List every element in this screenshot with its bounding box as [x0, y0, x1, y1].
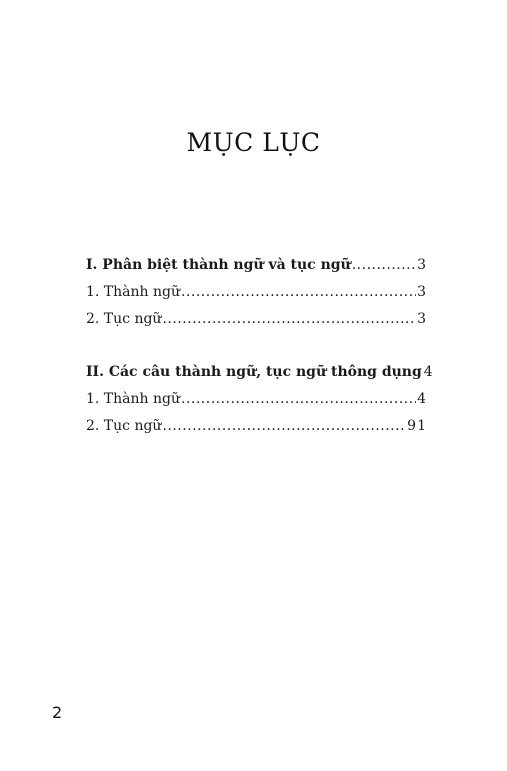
toc-page-number: 4	[417, 391, 427, 407]
toc-item-label: 2. Tục ngữ	[86, 311, 162, 327]
toc-page-number: 3	[417, 284, 427, 300]
page-title: MỤC LỤC	[186, 128, 321, 157]
toc-item-label: 1. Thành ngữ	[86, 284, 180, 300]
toc-section-1[interactable]	[86, 254, 427, 281]
toc-leader	[162, 415, 406, 437]
toc-leader	[352, 254, 416, 276]
toc-page-number: 3	[417, 311, 427, 327]
toc-item[interactable]	[86, 308, 427, 335]
toc-item[interactable]	[86, 388, 427, 415]
table-of-contents	[86, 254, 434, 442]
toc-leader	[162, 308, 416, 330]
toc-section-label: I. Phân biệt thành ngữ và tục ngữ	[86, 257, 351, 273]
toc-item[interactable]	[86, 415, 427, 442]
toc-leader	[181, 281, 416, 303]
toc-item-label: 1. Thành ngữ	[86, 391, 180, 407]
toc-page-number: 91	[407, 418, 427, 434]
toc-page-number: 4	[423, 364, 434, 380]
page-number: 2	[52, 703, 63, 722]
toc-leader	[181, 388, 416, 410]
toc-item-label: 2. Tục ngữ	[86, 418, 162, 434]
toc-section-gap	[86, 335, 427, 361]
toc-item[interactable]	[86, 281, 427, 308]
toc-page-number: 3	[417, 257, 427, 273]
toc-section-label: II. Các câu thành ngữ, tục ngữ thông dụng	[86, 364, 422, 380]
toc-section-2[interactable]	[86, 361, 434, 388]
